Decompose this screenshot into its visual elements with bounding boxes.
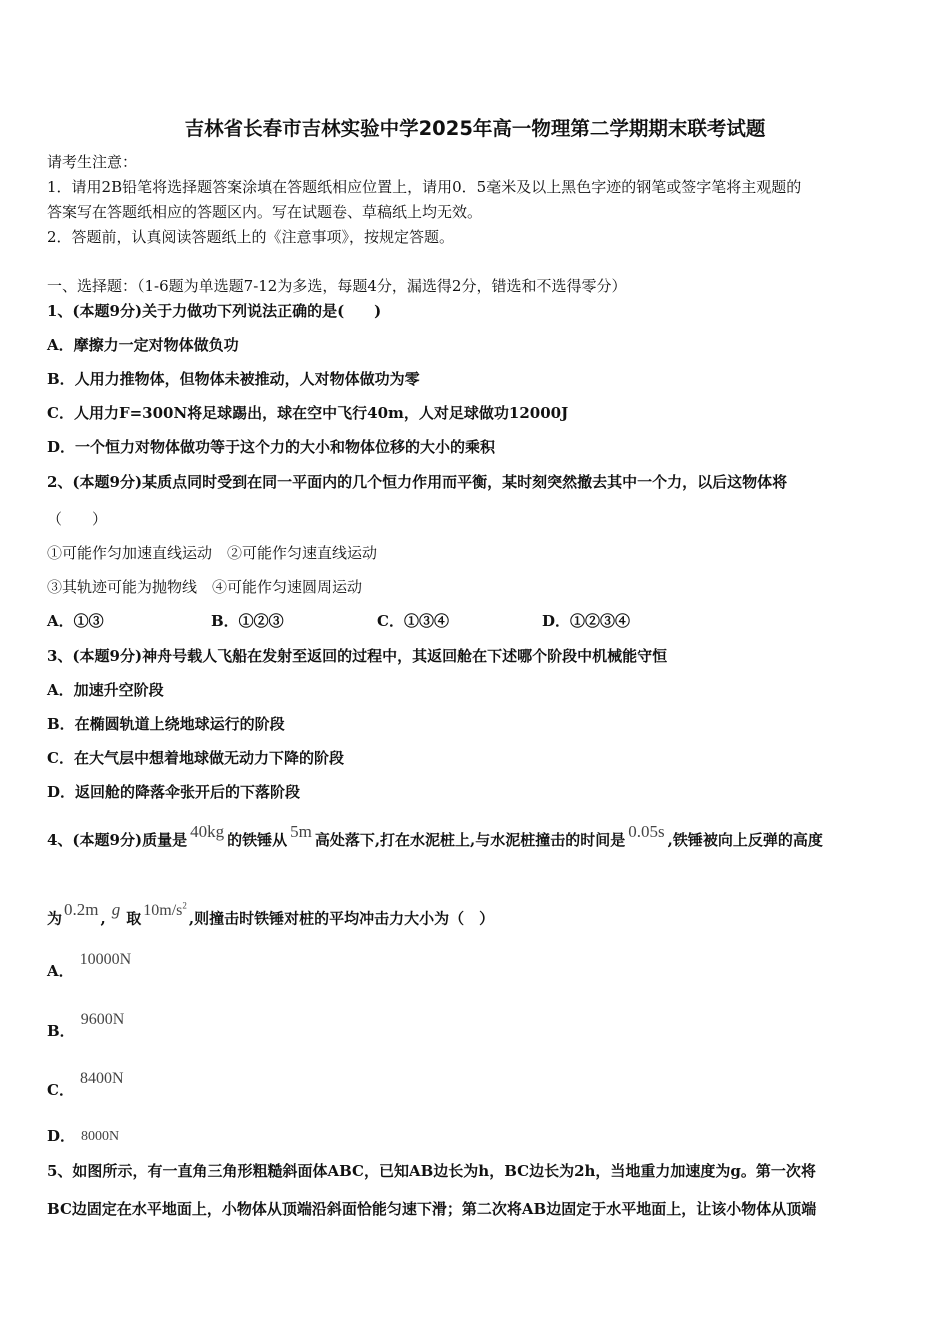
q4-option-a-value: 10000N [79, 951, 132, 968]
q4-gravity-value [143, 902, 187, 919]
q2-paren: （ ） [47, 510, 108, 528]
q3-option-a: A．加速升空阶段 [47, 681, 164, 699]
notice-item-1-line-2: 答案写在答题纸相应的答题区内。写在试题卷、草稿纸上均无效。 [47, 203, 483, 221]
q2-option-a: A．①③ [47, 612, 104, 630]
q4-option-b-value: 9600N [80, 1011, 125, 1028]
q1-option-b: B．人用力推物体，但物体未被推动，人对物体做功为零 [47, 370, 420, 388]
q4-option-b-label: B． [47, 1022, 75, 1040]
q2-option-d: D．①②③④ [542, 612, 631, 630]
q4-option-d-value: 8000N [81, 1129, 120, 1144]
q4-height: 5m [290, 822, 312, 841]
q4-option-a [47, 951, 132, 982]
q4-text-2: 的铁锤从 [227, 831, 288, 849]
q4-time: 0.05s [628, 822, 665, 841]
q4-text-3: 高处落下,打在水泥桩上,与水泥桩撞击的时间是 [314, 831, 626, 849]
q3-stem: 3、(本题9分)神舟号载人飞船在发射至返回的过程中，其返回舱在下述哪个阶段中机械能守恒 [47, 647, 668, 665]
q4-text-4: ,铁锤被向上反弹的高度 [667, 831, 823, 849]
q4-gravity-unit: 10m/s [143, 902, 183, 920]
q4-option-d [47, 1126, 119, 1148]
q2-option-b: B．①②③ [211, 612, 284, 630]
q1-option-d: D．一个恒力对物体做功等于这个力的大小和物体位移的大小的乘积 [47, 438, 496, 456]
q4-option-b [47, 1011, 125, 1042]
q2-stem: 2、(本题9分)某质点同时受到在同一平面内的几个恒力作用而平衡，某时刻突然撤去其中一个力，以后这物体将 [47, 473, 788, 491]
q4-stem-line-1 [47, 822, 823, 850]
q3-option-c: C．在大气层中想着地球做无动力下降的阶段 [47, 749, 344, 767]
notice-heading: 请考生注意： [47, 153, 138, 171]
section-header: 一、选择题：（1-6题为单选题7-12为多选，每题4分，漏选得2分，错选和不选得零分） [47, 277, 627, 295]
q3-option-d: D．返回舱的降落伞张开后的下落阶段 [47, 783, 301, 801]
q2-statements-2: ③其轨迹可能为抛物线 ④可能作匀速圆周运动 [47, 578, 363, 596]
q4-text-6: , [100, 909, 106, 928]
q4-option-c-label: C． [47, 1081, 74, 1099]
q4-option-d-label: D． [47, 1127, 76, 1145]
q4-option-c-value: 8400N [79, 1070, 124, 1087]
q1-option-c: C．人用力F=300N将足球踢出，球在空中飞行40m，人对足球做功12000J [47, 404, 569, 422]
q4-g-symbol: g [111, 900, 121, 920]
q1-stem: 1、(本题9分)关于力做功下列说法正确的是( ) [47, 302, 382, 320]
q4-rebound-height: 0.2m [64, 900, 99, 920]
q3-option-b: B．在椭圆轨道上绕地球运行的阶段 [47, 715, 285, 733]
q4-text-7: 取 [126, 909, 142, 928]
exam-title: 吉林省长春市吉林实验中学2025年高一物理第二学期期末联考试题 [184, 117, 766, 140]
q4-option-c [47, 1070, 124, 1101]
q2-option-c: C．①③④ [377, 612, 449, 630]
notice-item-1-line-1: 1．请用2B铅笔将选择题答案涂填在答题纸相应位置上，请用0．5毫米及以上黑色字迹的钢笔或签字笔将主观题的 [47, 178, 802, 196]
q4-text-5: 为 [47, 909, 63, 928]
q4-stem-line-2 [47, 900, 495, 929]
q4-text-8: ,则撞击时铁锤对桩的平均冲击力大小为（ ） [188, 909, 495, 928]
q1-option-a: A．摩擦力一定对物体做负功 [47, 336, 239, 354]
q4-text-1: 4、(本题9分)质量是 [47, 831, 188, 849]
notice-item-2: 2．答题前，认真阅读答题纸上的《注意事项》，按规定答题。 [47, 228, 455, 246]
q4-gravity-exponent: 2 [182, 901, 187, 911]
q2-statements-1: ①可能作匀加速直线运动 ②可能作匀速直线运动 [47, 544, 378, 562]
q5-line-2: BC边固定在水平地面上，小物体从顶端沿斜面恰能匀速下滑；第二次将AB边固定于水平地面上，让该小物体从顶端 [47, 1200, 817, 1218]
q4-mass: 40kg [190, 822, 225, 841]
q4-option-a-label: A． [47, 962, 74, 980]
q5-line-1: 5、如图所示，有一直角三角形粗糙斜面体ABC，已知AB边长为h，BC边长为2h，当地重力加速度为g。第一次将 [47, 1162, 816, 1180]
